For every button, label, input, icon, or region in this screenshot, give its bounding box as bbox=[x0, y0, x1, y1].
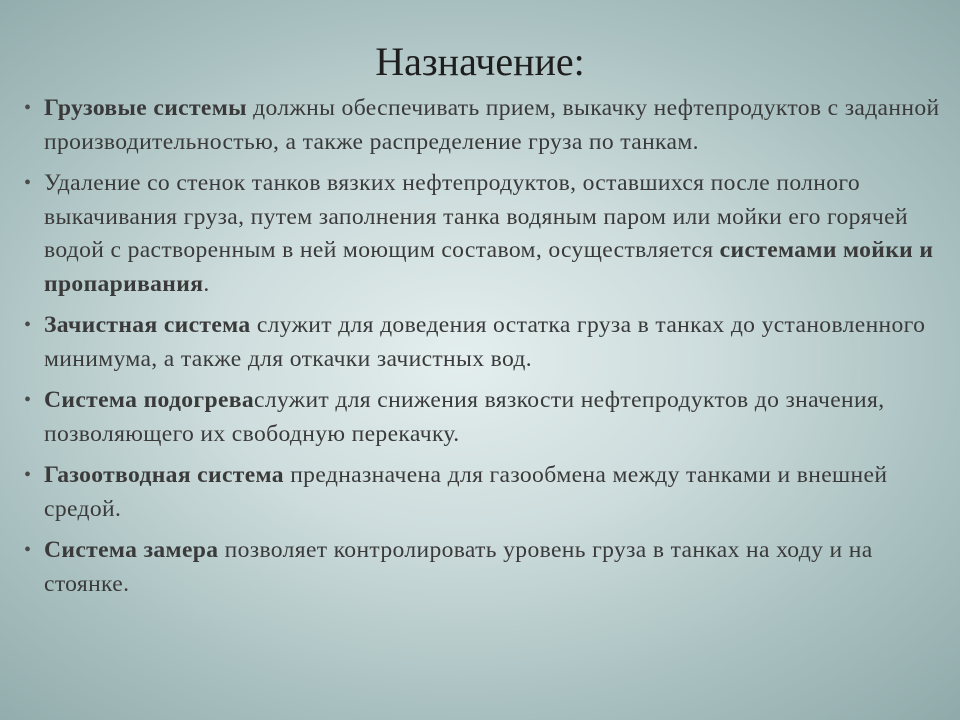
bullet-bold-lead: Система подогрева bbox=[44, 387, 255, 413]
bullet-bold-lead: Зачистная система bbox=[44, 312, 251, 338]
bullet-item-heating-system bbox=[24, 384, 944, 451]
bullet-bold-lead: Грузовые системы bbox=[44, 95, 247, 121]
bullet-icon: • bbox=[24, 539, 32, 561]
bullet-bold-lead: Газоотводная система bbox=[44, 462, 284, 488]
bullet-text: должны обеспечивать прием, выкачку нефтепродуктов с заданной производительностью, а также распределение груза по танкам. bbox=[44, 95, 940, 155]
bullet-text: служит для снижения вязкости нефтепродуктов до значения, позволяющего их свободную перекачку. bbox=[44, 387, 885, 447]
bullet-tail: . bbox=[203, 270, 210, 297]
slide-title: Назначение: bbox=[375, 39, 585, 84]
bullet-icon: • bbox=[24, 314, 32, 336]
bullet-icon: • bbox=[24, 464, 32, 486]
bullet-item-stripping-system bbox=[24, 309, 944, 376]
bullet-item-gas-venting-system bbox=[24, 459, 944, 526]
bullet-item-measuring-system bbox=[24, 534, 944, 601]
bullet-icon: • bbox=[24, 389, 32, 411]
bullet-list bbox=[24, 92, 944, 609]
bullet-item-washing-systems bbox=[24, 167, 944, 301]
bullet-bold-tail: системами мойки и пропаривания bbox=[44, 237, 934, 297]
bullet-text: предназначена для газообмена между танками и внешней средой. bbox=[44, 462, 888, 522]
bullet-icon: • bbox=[24, 172, 32, 194]
bullet-text: служит для доведения остатка груза в танках до установленного минимума, а также для откачки зачистных вод. bbox=[44, 312, 926, 372]
bullet-bold-lead: Система замера bbox=[44, 537, 219, 563]
bullet-icon: • bbox=[24, 97, 32, 119]
bullet-text: Удаление со стенок танков вязких нефтепродуктов, оставшихся после полного выкачивания груза, путем заполнения танка водяным паром или мойки его горячей водой с растворенным в ней моющим составом, осуществляется bbox=[44, 170, 908, 263]
bullet-item-cargo-systems bbox=[24, 92, 944, 159]
bullet-text: позволяет контролировать уровень груза в танках на ходу и на стоянке. bbox=[44, 537, 873, 597]
